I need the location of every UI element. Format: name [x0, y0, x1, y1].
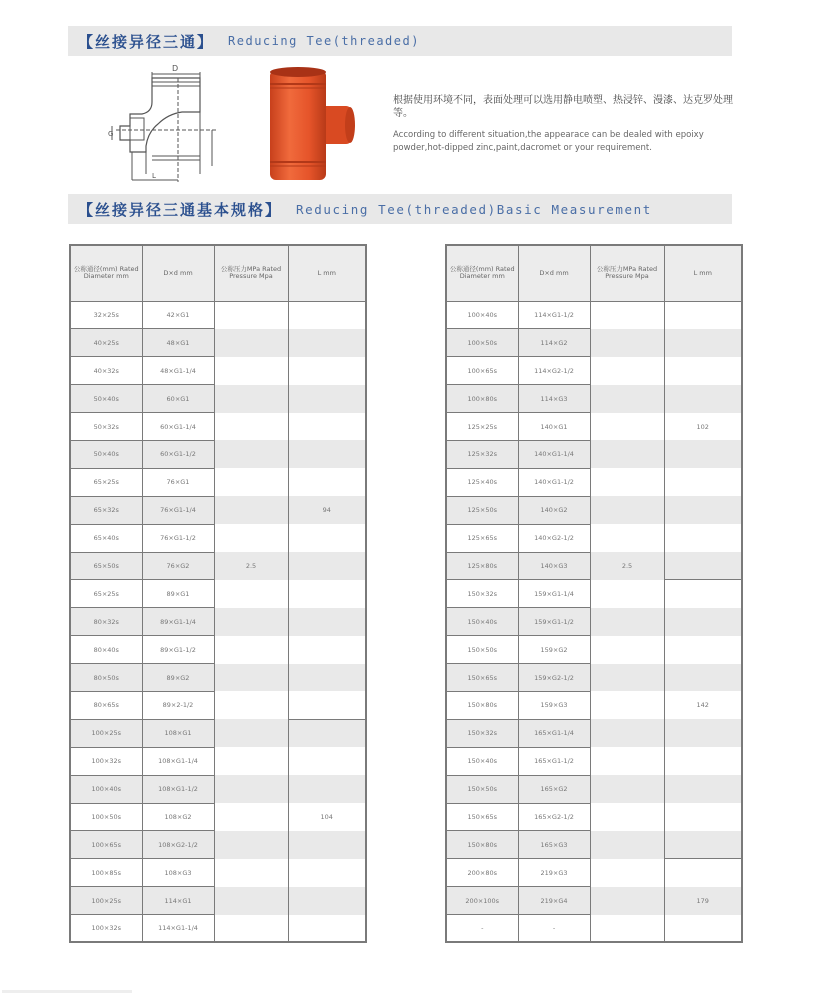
rated-diameter-cell: 150×65s: [446, 803, 518, 831]
pressure-cell: [214, 691, 288, 719]
rated-diameter-cell: 150×32s: [446, 719, 518, 747]
pressure-cell: [590, 636, 664, 664]
rated-diameter-cell: 40×32s: [70, 357, 142, 385]
table-row: [446, 664, 742, 692]
length-cell: [288, 636, 366, 664]
dimension-cell: 114×G1: [142, 887, 214, 915]
rated-diameter-cell: 100×32s: [70, 915, 142, 943]
length-cell: 102: [664, 413, 742, 441]
table-row: [70, 915, 366, 943]
table-row: [446, 859, 742, 887]
pressure-cell: [214, 413, 288, 441]
table-row: [446, 552, 742, 580]
dimension-cell: 165×G1-1/2: [518, 747, 590, 775]
rated-diameter-cell: 100×50s: [446, 329, 518, 357]
table-row: [446, 301, 742, 329]
rated-diameter-cell: 125×80s: [446, 552, 518, 580]
length-cell: [288, 524, 366, 552]
pressure-cell: [590, 413, 664, 441]
table-row: [70, 691, 366, 719]
pressure-cell: [590, 357, 664, 385]
length-cell: [664, 831, 742, 859]
table-row: [446, 887, 742, 915]
pressure-cell: [214, 524, 288, 552]
pressure-cell: [214, 831, 288, 859]
dimension-cell: 89×2-1/2: [142, 691, 214, 719]
length-cell: [664, 301, 742, 329]
length-cell: [288, 440, 366, 468]
length-cell: [664, 329, 742, 357]
length-cell: [664, 608, 742, 636]
table-row: [446, 329, 742, 357]
section-banner-measurement: [68, 194, 732, 224]
dimension-cell: 114×G2: [518, 329, 590, 357]
rated-diameter-cell: -: [446, 915, 518, 943]
section-title-cn: 【丝接异径三通基本规格】: [78, 200, 283, 219]
pressure-cell: [590, 608, 664, 636]
table-row: [70, 803, 366, 831]
dimension-cell: 60×G1-1/2: [142, 440, 214, 468]
dimension-cell: -: [518, 915, 590, 943]
rated-diameter-cell: 65×50s: [70, 552, 142, 580]
table-row: [446, 775, 742, 803]
rated-diameter-cell: 150×50s: [446, 775, 518, 803]
rated-diameter-cell: 125×32s: [446, 440, 518, 468]
dimension-cell: 108×G1-1/2: [142, 775, 214, 803]
table-row: [70, 552, 366, 580]
rated-diameter-cell: 65×25s: [70, 580, 142, 608]
pressure-cell: [590, 747, 664, 775]
length-cell: [664, 775, 742, 803]
dimension-cell: 159×G1-1/2: [518, 608, 590, 636]
length-cell: [664, 803, 742, 831]
rated-diameter-cell: 125×25s: [446, 413, 518, 441]
pressure-cell: [590, 664, 664, 692]
length-cell: [288, 468, 366, 496]
pressure-cell: [214, 496, 288, 524]
pressure-cell: [590, 468, 664, 496]
length-cell: [288, 915, 366, 943]
pressure-cell: [590, 524, 664, 552]
dimension-cell: 76×G1: [142, 468, 214, 496]
pressure-cell: 2.5: [590, 552, 664, 580]
rated-diameter-cell: 100×40s: [70, 775, 142, 803]
dimension-cell: 219×G3: [518, 859, 590, 887]
dimension-cell: 140×G1-1/2: [518, 468, 590, 496]
table-row: [446, 636, 742, 664]
header-length: L mm: [664, 245, 742, 301]
dimension-cell: 159×G3: [518, 691, 590, 719]
dimension-cell: 140×G1: [518, 413, 590, 441]
length-cell: [288, 691, 366, 719]
pressure-cell: [590, 887, 664, 915]
table-row: [446, 747, 742, 775]
rated-diameter-cell: 125×40s: [446, 468, 518, 496]
pressure-cell: [214, 468, 288, 496]
pressure-cell: [214, 608, 288, 636]
table-row: [446, 524, 742, 552]
dimension-cell: 140×G2: [518, 496, 590, 524]
pressure-cell: [214, 636, 288, 664]
rated-diameter-cell: 50×40s: [70, 440, 142, 468]
length-cell: [288, 775, 366, 803]
length-cell: [288, 747, 366, 775]
table-row: [70, 859, 366, 887]
dimension-cell: 89×G1: [142, 580, 214, 608]
rated-diameter-cell: 125×50s: [446, 496, 518, 524]
table-row: [70, 496, 366, 524]
pressure-cell: [590, 329, 664, 357]
table-row: [70, 468, 366, 496]
footer-divider: [2, 990, 132, 993]
dimension-cell: 140×G3: [518, 552, 590, 580]
rated-diameter-cell: 100×25s: [70, 887, 142, 915]
dimension-cell: 48×G1-1/4: [142, 357, 214, 385]
rated-diameter-cell: 40×25s: [70, 329, 142, 357]
rated-diameter-cell: 150×40s: [446, 747, 518, 775]
table-row: [446, 357, 742, 385]
rated-diameter-cell: 100×80s: [446, 385, 518, 413]
rated-diameter-cell: 125×65s: [446, 524, 518, 552]
length-cell: [664, 440, 742, 468]
dimension-cell: 108×G2: [142, 803, 214, 831]
rated-diameter-cell: 100×25s: [70, 719, 142, 747]
dimension-cell: 159×G2-1/2: [518, 664, 590, 692]
dimension-cell: 140×G1-1/4: [518, 440, 590, 468]
pressure-cell: [590, 859, 664, 887]
dimension-cell: 76×G2: [142, 552, 214, 580]
dimension-cell: 114×G2-1/2: [518, 357, 590, 385]
rated-diameter-cell: 150×80s: [446, 691, 518, 719]
dimension-cell: 108×G2-1/2: [142, 831, 214, 859]
header-rated-diameter: 公称通径(mm) Rated Diameter mm: [446, 245, 518, 301]
length-cell: [288, 357, 366, 385]
table-row: [446, 719, 742, 747]
rated-diameter-cell: 100×65s: [446, 357, 518, 385]
length-cell: [664, 524, 742, 552]
table-row: [446, 915, 742, 943]
pressure-cell: [590, 496, 664, 524]
table-row: [70, 580, 366, 608]
header-rated-pressure: 公称压力MPa Rated Pressure Mpa: [590, 245, 664, 301]
pressure-cell: [214, 719, 288, 747]
length-cell: [288, 887, 366, 915]
length-cell: [664, 859, 742, 887]
rated-diameter-cell: 150×40s: [446, 608, 518, 636]
pressure-cell: [590, 831, 664, 859]
table-row: [70, 747, 366, 775]
description-cn: 根据使用环境不同，表面处理可以选用静电喷塑、热浸锌、漫漆、达克罗处理等。: [393, 95, 733, 119]
surface-treatment-description: [393, 94, 743, 155]
table-row: [70, 775, 366, 803]
table-row: [70, 329, 366, 357]
rated-diameter-cell: 80×32s: [70, 608, 142, 636]
rated-diameter-cell: 65×25s: [70, 468, 142, 496]
rated-diameter-cell: 200×100s: [446, 887, 518, 915]
length-cell: [288, 301, 366, 329]
length-cell: [664, 747, 742, 775]
length-cell: 142: [664, 691, 742, 719]
description-en: According to different situation,the appearace can be dealed with epoixy powder,hot-dipped zinc,paint,dacromet or your requirement.: [393, 130, 704, 153]
length-cell: 179: [664, 887, 742, 915]
dimension-cell: 76×G1-1/2: [142, 524, 214, 552]
header-dimensions: D×d mm: [518, 245, 590, 301]
dimension-label-g: G: [108, 130, 114, 138]
table-row: [70, 608, 366, 636]
table-row: [70, 357, 366, 385]
pressure-cell: [590, 580, 664, 608]
table-row: [70, 440, 366, 468]
length-cell: 94: [288, 496, 366, 524]
pressure-cell: [214, 775, 288, 803]
table-row: [70, 413, 366, 441]
table-row: [70, 719, 366, 747]
dimension-cell: 60×G1: [142, 385, 214, 413]
dimension-cell: 108×G1: [142, 719, 214, 747]
pressure-cell: [214, 887, 288, 915]
pressure-cell: [590, 775, 664, 803]
length-cell: [664, 357, 742, 385]
pressure-cell: [214, 859, 288, 887]
table-row: [446, 803, 742, 831]
pressure-cell: [214, 357, 288, 385]
dimension-cell: 89×G1-1/2: [142, 636, 214, 664]
technical-drawing-icon: [108, 62, 226, 186]
pressure-cell: [214, 747, 288, 775]
length-cell: [288, 859, 366, 887]
pressure-cell: [214, 580, 288, 608]
length-cell: [664, 636, 742, 664]
pressure-cell: [214, 440, 288, 468]
dimension-cell: 165×G3: [518, 831, 590, 859]
table-row: [70, 524, 366, 552]
reducing-tee-photo: [258, 66, 358, 184]
header-length: L mm: [288, 245, 366, 301]
rated-diameter-cell: 150×32s: [446, 580, 518, 608]
dimension-cell: 159×G2: [518, 636, 590, 664]
dimension-cell: 114×G1-1/2: [518, 301, 590, 329]
dimension-cell: 108×G1-1/4: [142, 747, 214, 775]
length-cell: [664, 496, 742, 524]
length-cell: [664, 580, 742, 608]
spec-table-left: [69, 244, 367, 943]
length-cell: [664, 552, 742, 580]
pressure-cell: [590, 440, 664, 468]
length-cell: [288, 552, 366, 580]
table-row: [446, 831, 742, 859]
pressure-cell: [590, 301, 664, 329]
length-cell: [664, 719, 742, 747]
rated-diameter-cell: 150×65s: [446, 664, 518, 692]
length-cell: [288, 385, 366, 413]
pressure-cell: [214, 329, 288, 357]
pressure-cell: [590, 719, 664, 747]
dimension-cell: 165×G1-1/4: [518, 719, 590, 747]
pressure-cell: [214, 664, 288, 692]
length-cell: [288, 580, 366, 608]
table-row: [70, 301, 366, 329]
length-cell: [288, 329, 366, 357]
pressure-cell: [590, 915, 664, 943]
length-cell: [288, 608, 366, 636]
pressure-cell: [590, 691, 664, 719]
dimension-cell: 60×G1-1/4: [142, 413, 214, 441]
table-row: [446, 691, 742, 719]
table-row: [446, 496, 742, 524]
length-cell: [664, 385, 742, 413]
pressure-cell: [214, 301, 288, 329]
table-row: [446, 608, 742, 636]
rated-diameter-cell: 32×25s: [70, 301, 142, 329]
rated-diameter-cell: 150×50s: [446, 636, 518, 664]
dimension-cell: 165×G2-1/2: [518, 803, 590, 831]
table-row: [446, 413, 742, 441]
table-row: [70, 887, 366, 915]
dimension-cell: 219×G4: [518, 887, 590, 915]
rated-diameter-cell: 80×50s: [70, 664, 142, 692]
header-dimensions: D×d mm: [142, 245, 214, 301]
length-cell: [288, 664, 366, 692]
section-title-en: Reducing Tee(threaded)Basic Measurement: [296, 201, 652, 217]
section-title-en: Reducing Tee(threaded): [228, 34, 420, 48]
dimension-cell: 108×G3: [142, 859, 214, 887]
table-row: [70, 636, 366, 664]
dimension-cell: 165×G2: [518, 775, 590, 803]
header-rated-diameter: 公称通径(mm) Rated Diameter mm: [70, 245, 142, 301]
rated-diameter-cell: 100×65s: [70, 831, 142, 859]
rated-diameter-cell: 65×32s: [70, 496, 142, 524]
dimension-cell: 42×G1: [142, 301, 214, 329]
table-row: [446, 580, 742, 608]
length-cell: [664, 468, 742, 496]
spec-table-right: [445, 244, 743, 943]
dimension-cell: 89×G1-1/4: [142, 608, 214, 636]
length-cell: 104: [288, 803, 366, 831]
length-cell: [288, 831, 366, 859]
section-title-cn: 【丝接异径三通】: [78, 32, 215, 51]
spec-table-body: [70, 301, 366, 942]
table-row: [70, 385, 366, 413]
pressure-cell: [590, 385, 664, 413]
rated-diameter-cell: 80×40s: [70, 636, 142, 664]
rated-diameter-cell: 100×50s: [70, 803, 142, 831]
dimension-cell: 114×G3: [518, 385, 590, 413]
length-cell: [664, 664, 742, 692]
rated-diameter-cell: 50×40s: [70, 385, 142, 413]
spec-table-body: [446, 301, 742, 942]
dimension-cell: 48×G1: [142, 329, 214, 357]
table-row: [70, 664, 366, 692]
pressure-cell: [590, 803, 664, 831]
pressure-cell: [214, 915, 288, 943]
rated-diameter-cell: 65×40s: [70, 524, 142, 552]
rated-diameter-cell: 100×40s: [446, 301, 518, 329]
pressure-cell: 2.5: [214, 552, 288, 580]
dimension-label-d: D: [172, 64, 179, 73]
length-cell: [288, 719, 366, 747]
pressure-cell: [214, 803, 288, 831]
dimension-label-l: L: [152, 172, 156, 180]
table-row: [446, 440, 742, 468]
dimension-cell: 114×G1-1/4: [142, 915, 214, 943]
rated-diameter-cell: 200×80s: [446, 859, 518, 887]
rated-diameter-cell: 80×65s: [70, 691, 142, 719]
rated-diameter-cell: 150×80s: [446, 831, 518, 859]
table-row: [446, 385, 742, 413]
dimension-cell: 140×G2-1/2: [518, 524, 590, 552]
rated-diameter-cell: 100×32s: [70, 747, 142, 775]
pressure-cell: [214, 385, 288, 413]
table-row: [446, 468, 742, 496]
length-cell: [288, 413, 366, 441]
rated-diameter-cell: 50×32s: [70, 413, 142, 441]
dimension-cell: 89×G2: [142, 664, 214, 692]
header-rated-pressure: 公称压力MPa Rated Pressure Mpa: [214, 245, 288, 301]
section-banner-product: [68, 26, 732, 56]
length-cell: [664, 915, 742, 943]
rated-diameter-cell: 100×85s: [70, 859, 142, 887]
dimension-cell: 76×G1-1/4: [142, 496, 214, 524]
dimension-cell: 159×G1-1/4: [518, 580, 590, 608]
table-row: [70, 831, 366, 859]
